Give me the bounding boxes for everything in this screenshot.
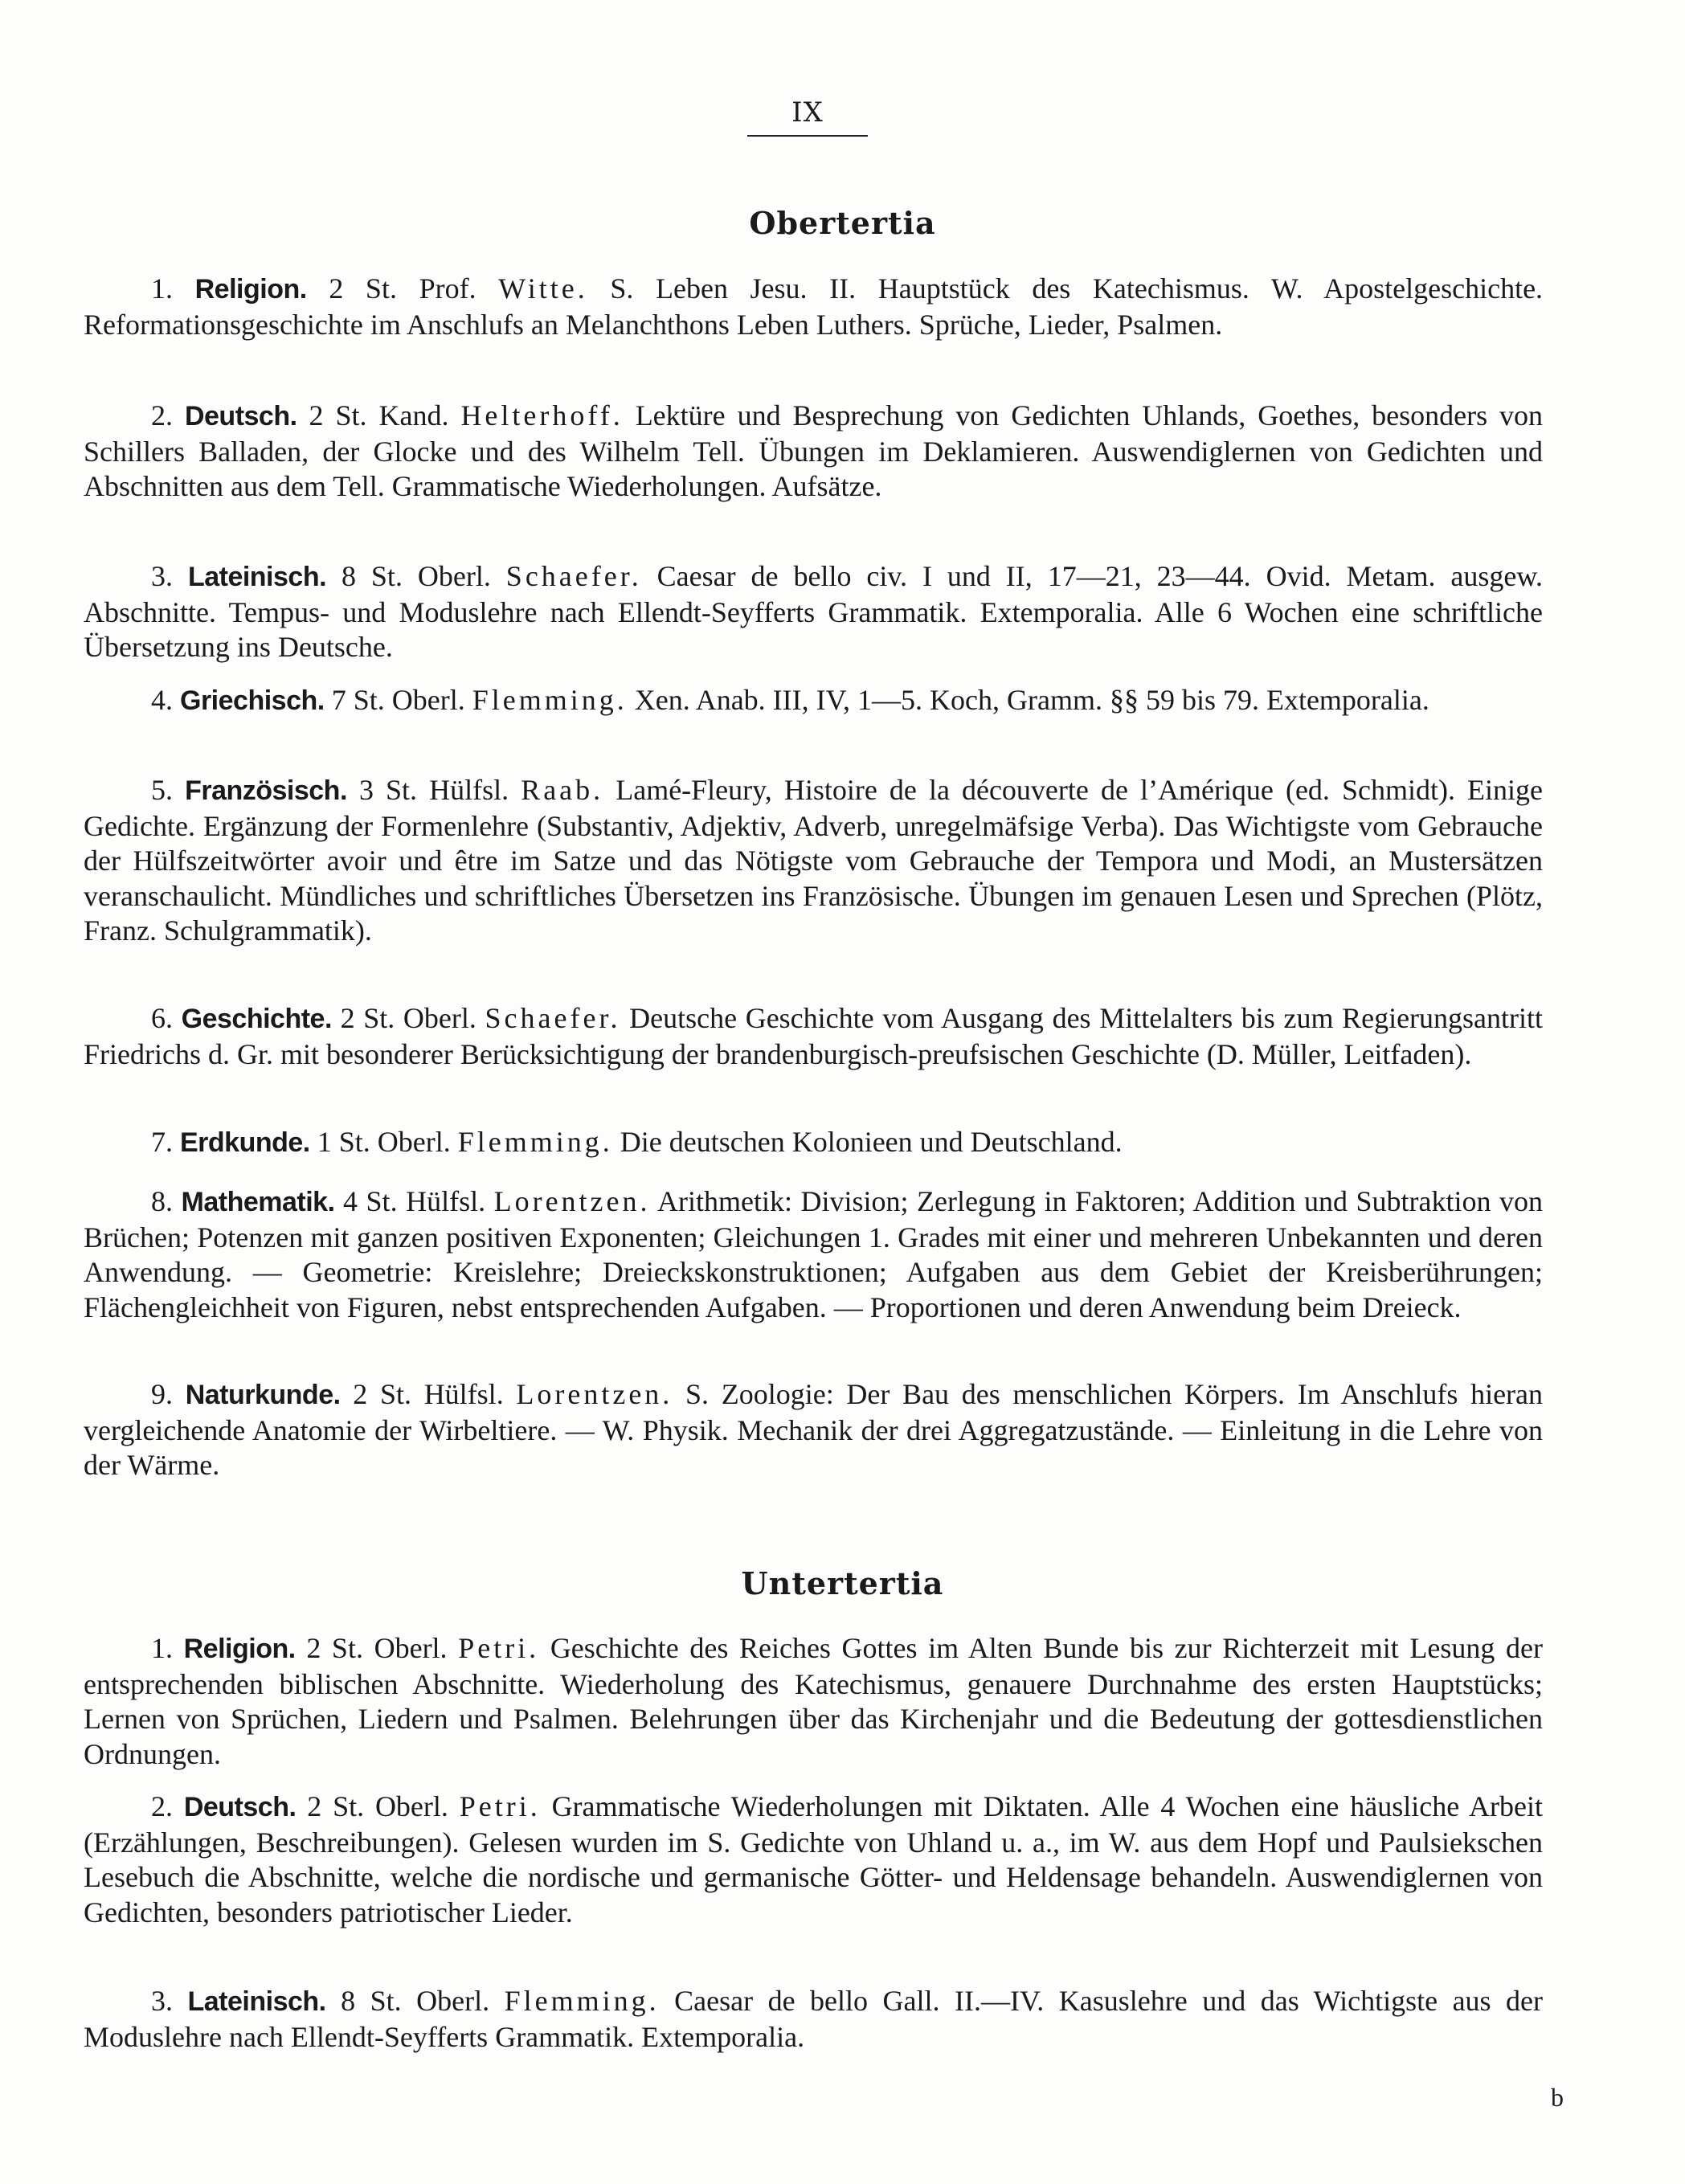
entry-teacher: Schaefer. xyxy=(485,1002,621,1034)
entry-teacher-title: Oberl. xyxy=(403,1002,476,1034)
entry-hours: 1 St. xyxy=(317,1126,370,1158)
entry-number: 3. xyxy=(151,1985,173,2017)
entry-subject: Lateinisch. xyxy=(187,562,327,592)
entry-hours: 2 St. xyxy=(353,1378,411,1410)
entry-content: Lektüre und Besprechung von Gedichten Uhlands, Goethes, besonders von Schillers Balladen, der Glocke und des Wilhelm Tell. Übungen im Deklamieren. Auswendiglernen von Gedichten und Abschnitten aus dem Tell. Grammatische Wiederholungen. Aufsätze. xyxy=(84,399,1544,502)
entry-obertertia-deutsch xyxy=(84,399,1543,505)
entry-teacher: Raab. xyxy=(521,774,604,806)
entry-hours: 7 St. xyxy=(331,684,385,716)
entry-obertertia-lateinisch xyxy=(84,559,1543,665)
entry-subject: Deutsch. xyxy=(183,1792,297,1822)
entry-teacher-title: Hülfsl. xyxy=(423,1378,504,1410)
entry-subject: Deutsch. xyxy=(184,401,297,431)
entry-number: 6. xyxy=(151,1002,173,1034)
entry-teacher: Flemming. xyxy=(504,1985,660,2017)
entry-hours: 2 St. xyxy=(309,399,367,431)
entry-teacher-title: Oberl. xyxy=(374,1632,448,1664)
entry-teacher: Flemming. xyxy=(457,1126,613,1158)
section-heading-untertertia: Untertertia xyxy=(741,1565,944,1601)
entry-content: S. Zoologie: Der Bau des menschlichen Körpers. Im Anschlufs hieran vergleichende Anatomie der Wirbeltiere. — W. Physik. Mechanik der drei Aggregatzustände. — Einleitung in die Lehre von der Wärme. xyxy=(84,1378,1544,1481)
entry-teacher-title: Oberl. xyxy=(417,560,491,592)
entry-number: 7. xyxy=(151,1126,173,1158)
entry-number: 1. xyxy=(151,1632,173,1664)
entry-number: 5. xyxy=(151,774,173,806)
entry-hours: 2 St. xyxy=(306,1632,363,1664)
entry-subject: Lateinisch. xyxy=(187,1986,326,2017)
entry-number: 2. xyxy=(151,399,173,431)
section-heading-obertertia: Obertertia xyxy=(749,205,936,241)
entry-subject: Erdkunde. xyxy=(180,1127,310,1158)
entry-teacher: Witte. xyxy=(498,272,588,305)
entry-hours: 2 St. xyxy=(329,272,397,305)
entry-untertertia-deutsch xyxy=(84,1789,1543,1930)
entry-untertertia-religion xyxy=(84,1631,1543,1772)
entry-content: Grammatische Wiederholungen mit Diktaten. Alle 4 Wochen eine häusliche Arbeit (Erzählungen, Beschreibungen). Gelesen wurden im S. Gedichte von Uhland u. a., im W. aus dem Hopf und Paulsiekschen Lesebuch die Abschnitte, welche die nordische und germanische Götter- und Heldensage behandeln. Auswendiglernen von Gedichten, besonders patriotischer Lieder. xyxy=(84,1790,1543,1928)
entry-hours: 4 St. xyxy=(343,1185,398,1217)
entry-untertertia-lateinisch xyxy=(84,1984,1543,2055)
entry-content: Lamé-Fleury, Histoire de la découverte de l’Amérique (ed. Schmidt). Einige Gedichte. Ergänzung der Formenlehre (Substantiv, Adjektiv, Adverb, unregelmäfsige Verba). Das Wichtigste vom Gebrauche der Hülfszeitwörter avoir und être im Satze und das Nötigste vom Gebrauche der Tempora und Modi, an Mustersätzen veranschaulicht. Mündliches und schriftliches Übersetzen ins Französische. Übungen im genauen Lesen und Sprechen (Plötz, Franz. Schulgrammatik). xyxy=(84,774,1544,947)
entry-content: Deutsche Geschichte vom Ausgang des Mittelalters bis zum Regierungsantritt Friedrichs d. Gr. mit besonderer Berücksichtigung der brandenburgisch-preufsischen Geschichte (D. Müller, Leitfaden). xyxy=(84,1002,1544,1070)
entry-teacher-title: Oberl. xyxy=(391,684,465,716)
entry-content: Caesar de bello Gall. II.—IV. Kasuslehre und das Wichtigste aus der Moduslehre nach Ellendt-Seyfferts Grammatik. Extemporalia. xyxy=(84,1985,1544,2053)
entry-content: Caesar de bello civ. I und II, 17—21, 23—44. Ovid. Metam. ausgew. Abschnitte. Tempus- und Moduslehre nach Ellendt-Seyfferts Grammatik. Extemporalia. Alle 6 Wochen eine schriftliche Übersetzung ins Deutsche. xyxy=(84,560,1544,663)
entry-number: 2. xyxy=(151,1790,173,1822)
entry-hours: 3 St. xyxy=(358,774,418,806)
entry-number: 9. xyxy=(151,1378,173,1410)
entry-number: 4. xyxy=(151,684,173,716)
entry-content: S. Leben Jesu. II. Hauptstück des Katechismus. W. Apostelgeschichte. Reformationsgeschichte im Anschlufs an Melanchthons Leben Luthers. Sprüche, Lieder, Psalmen. xyxy=(84,272,1544,341)
entry-hours: 2 St. xyxy=(340,1002,395,1034)
entry-hours: 8 St. xyxy=(341,1985,402,2017)
entry-obertertia-naturkunde xyxy=(84,1377,1543,1483)
page-number-rule xyxy=(747,135,868,137)
entry-number: 8. xyxy=(151,1185,173,1217)
entry-hours: 8 St. xyxy=(341,560,403,592)
entry-content: Geschichte des Reiches Gottes im Alten Bunde bis zur Richterzeit mit Lesung der entsprechenden biblischen Abschnitte. Wiederholung des Katechismus, genauere Durchnahme des ersten Hauptstücks; Lernen von Sprüchen, Liedern und Psalmen. Belehrungen über das Kirchenjahr und die Bedeutung der gottesdienstlichen Ordnungen. xyxy=(84,1632,1544,1770)
entry-number: 3. xyxy=(151,560,173,592)
entry-obertertia-geschichte xyxy=(84,1001,1543,1072)
entry-subject: Religion. xyxy=(183,1634,296,1664)
entry-subject: Mathematik. xyxy=(181,1187,335,1217)
entry-teacher: Petri. xyxy=(458,1632,540,1664)
entry-content: Die deutschen Kolonieen und Deutschland. xyxy=(620,1126,1123,1158)
entry-teacher: Lorentzen. xyxy=(516,1378,673,1410)
entry-hours: 2 St. xyxy=(307,1790,365,1822)
entry-teacher-title: Hülfsl. xyxy=(429,774,509,806)
entry-teacher: Flemming. xyxy=(472,684,628,716)
entry-obertertia-griechisch xyxy=(84,683,1543,719)
entry-teacher: Helterhoff. xyxy=(460,399,624,431)
page-number: IX xyxy=(791,96,824,129)
signature-mark: b xyxy=(1551,2083,1564,2112)
entry-obertertia-erdkunde xyxy=(84,1125,1543,1161)
entry-subject: Französisch. xyxy=(185,775,347,806)
entry-obertertia-religion xyxy=(84,272,1543,342)
entry-teacher-title: Hülfsl. xyxy=(406,1185,486,1217)
entry-teacher-title: Oberl. xyxy=(374,1790,448,1822)
entry-number: 1. xyxy=(151,272,173,305)
entry-teacher-title: Prof. xyxy=(419,272,476,305)
entry-subject: Griechisch. xyxy=(180,685,325,716)
entry-content: Arithmetik: Division; Zerlegung in Faktoren; Addition und Subtraktion von Brüchen; Potenzen mit ganzen positiven Exponenten; Gleichungen 1. Grades mit einer und mehreren Unbekannten und deren Anwendung. — Geometrie: Kreislehre; Dreieckskonstruktionen; Aufgaben aus dem Gebiet der Kreisberührungen; Flächengleichheit von Figuren, nebst entsprechenden Aufgaben. — Proportionen und deren Anwendung beim Dreieck. xyxy=(84,1185,1544,1323)
entry-teacher-title: Oberl. xyxy=(377,1126,451,1158)
entry-content: Xen. Anab. III, IV, 1—5. Koch, Gramm. §§ 59 bis 79. Extemporalia. xyxy=(634,684,1429,716)
entry-teacher: Schaefer. xyxy=(505,560,642,592)
entry-obertertia-franzoesisch xyxy=(84,773,1543,949)
entry-obertertia-mathematik xyxy=(84,1184,1543,1325)
entry-teacher-title: Kand. xyxy=(378,399,449,431)
entry-subject: Naturkunde. xyxy=(185,1380,341,1410)
entry-teacher-title: Oberl. xyxy=(416,1985,490,2017)
entry-teacher: Petri. xyxy=(459,1790,541,1822)
entry-teacher: Lorentzen. xyxy=(493,1185,651,1217)
entry-subject: Religion. xyxy=(194,274,307,305)
entry-subject: Geschichte. xyxy=(181,1004,332,1034)
